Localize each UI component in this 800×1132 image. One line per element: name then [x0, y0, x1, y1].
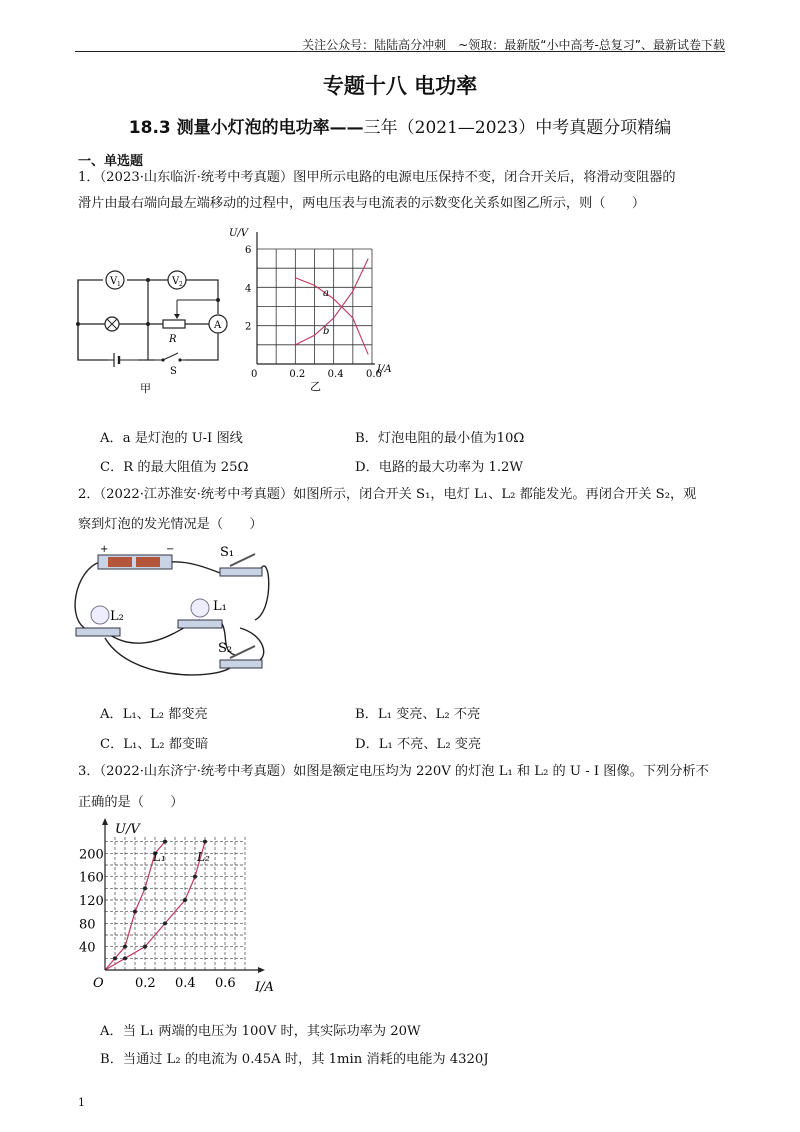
chart2-ytick: 80 — [79, 917, 96, 933]
chart1-xlabel: I/A — [377, 364, 392, 375]
page-number: 1 — [78, 1096, 85, 1109]
chart1-xtick: 0.6 — [366, 369, 382, 380]
svg-text:V: V — [110, 276, 118, 287]
q3-option-b[interactable]: B．当通过 L₂ 的电流为 0.45A 时，其 1min 消耗的电能为 4320J — [100, 1052, 489, 1067]
svg-text:A: A — [214, 320, 222, 331]
curve-l2-label: L₂ — [197, 850, 210, 864]
lamp-l1-icon — [191, 599, 209, 617]
q2-line2: 察到灯泡的发光情况是（ ） — [78, 517, 263, 532]
chart2-point — [163, 840, 167, 844]
chart2-point — [123, 956, 127, 960]
chart2-ytick: 120 — [79, 894, 104, 909]
chart2-point — [203, 840, 207, 844]
chart2-point — [143, 945, 147, 949]
chart2-ylabel: U/V — [115, 822, 140, 837]
q1-option-d[interactable]: D．电路的最大功率为 1.2W — [355, 460, 523, 475]
q2-option-b[interactable]: B．L₁ 变亮、L₂ 不亮 — [355, 707, 481, 722]
q3-ui-graph — [75, 815, 285, 1000]
svg-text:+: + — [100, 544, 109, 555]
svg-text:S₁: S₁ — [220, 545, 235, 560]
chart1-caption: 乙 — [310, 380, 321, 393]
chart2-point — [143, 886, 147, 890]
svg-text:S₂: S₂ — [218, 641, 233, 656]
svg-text:L₂: L₂ — [110, 609, 124, 624]
chart2-origin: O — [93, 976, 104, 991]
q1-ui-graph — [225, 222, 405, 397]
q1-line1: 1．（2023·山东临沂·统考中考真题）图甲所示电路的电源电压保持不变，闭合开关后，将滑动变阻器的 — [78, 170, 676, 185]
q2-circuit-picture — [70, 540, 270, 685]
svg-text:−: − — [166, 544, 175, 555]
chart1-ytick: 6 — [245, 245, 252, 256]
q1-option-c[interactable]: C．R 的最大阻值为 25Ω — [100, 460, 249, 475]
chart1-ytick: 2 — [245, 321, 252, 333]
chart1-ytick: 4 — [245, 283, 252, 295]
page-subtitle — [0, 113, 800, 138]
chart2-point — [113, 956, 117, 960]
chart2-xtick: 0.6 — [215, 976, 236, 991]
chart2-ytick: 160 — [79, 870, 104, 886]
lamp-l2-icon — [91, 606, 109, 624]
chart1-xtick: 0 — [251, 369, 258, 380]
chart2-xtick: 0.4 — [175, 976, 196, 991]
q2-line1: 2．（2022·江苏淮安·统考中考真题）如图所示，闭合开关 S₁，电灯 L₁、L₂ 都能发光。再闭合开关 S₂，观 — [78, 487, 697, 502]
header-rule — [75, 51, 725, 52]
subtitle-rest: 三年（2021—2023）中考真题分项精编 — [363, 118, 672, 138]
curve-b-label: b — [323, 326, 330, 337]
switch-s2-icon — [220, 660, 262, 668]
chart2-point — [193, 875, 197, 879]
curve-l1-label: L₁ — [153, 850, 166, 864]
svg-text:S: S — [170, 366, 177, 377]
q1-line2: 滑片由最右端向最左端移动的过程中，两电压表与电流表的示数变化关系如图乙所示，则（ ） — [78, 196, 646, 211]
chart2-point — [183, 898, 187, 902]
chart2-ytick: 200 — [79, 847, 104, 863]
svg-text:甲: 甲 — [140, 382, 151, 395]
chart2-ytick: 40 — [79, 940, 96, 956]
chart2-point — [163, 921, 167, 925]
q1-option-a[interactable]: A．a 是灯泡的 U-I 图线 — [100, 431, 243, 446]
svg-text:R: R — [169, 334, 177, 345]
q2-option-a[interactable]: A．L₁、L₂ 都变亮 — [100, 707, 208, 722]
svg-text:1: 1 — [117, 281, 121, 288]
svg-text:2: 2 — [179, 281, 183, 288]
q1-circuit-diagram — [70, 260, 240, 400]
chart1-xtick: 0.4 — [327, 369, 344, 380]
chart1-ylabel: U/V — [229, 228, 249, 239]
page-title: 专题十八 电功率 — [322, 74, 478, 98]
rheostat-icon — [163, 320, 185, 328]
chart2-point — [123, 945, 127, 949]
chart1-series-a — [295, 278, 368, 355]
svg-text:L₁: L₁ — [213, 599, 227, 614]
chart2-xtick: 0.2 — [135, 976, 156, 991]
q2-option-c[interactable]: C．L₁、L₂ 都变暗 — [100, 737, 209, 752]
curve-a-label: a — [323, 288, 329, 299]
chart1-xtick: 0.2 — [289, 369, 306, 380]
q1-option-b[interactable]: B．灯泡电阻的最小值为10Ω — [355, 431, 525, 446]
switch-s1-icon — [220, 568, 262, 576]
chart2-xlabel: I/A — [255, 980, 274, 995]
chart1-series-b — [295, 259, 368, 345]
svg-text:V: V — [172, 276, 180, 287]
subtitle-bold: 18.3 测量小灯泡的电功率—— — [128, 118, 364, 138]
q3-line1: 3．（2022·山东济宁·统考中考真题）如图是额定电压均为 220V 的灯泡 L₁ 和 L₂ 的 U - I 图像。下列分析不 — [78, 764, 709, 779]
page-header-text: 关注公众号：陆陆高分冲刺 ~领取：最新版“小中高考-总复习”、最新试卷下载 — [302, 38, 725, 52]
q2-option-d[interactable]: D．L₁ 不亮、L₂ 变亮 — [355, 737, 482, 752]
q3-line2: 正确的是（ ） — [78, 795, 184, 810]
section-heading: 一、单选题 — [78, 154, 144, 169]
chart2-point — [133, 910, 137, 914]
q3-option-a[interactable]: A．当 L₁ 两端的电压为 100V 时，其实际功率为 20W — [100, 1024, 421, 1039]
